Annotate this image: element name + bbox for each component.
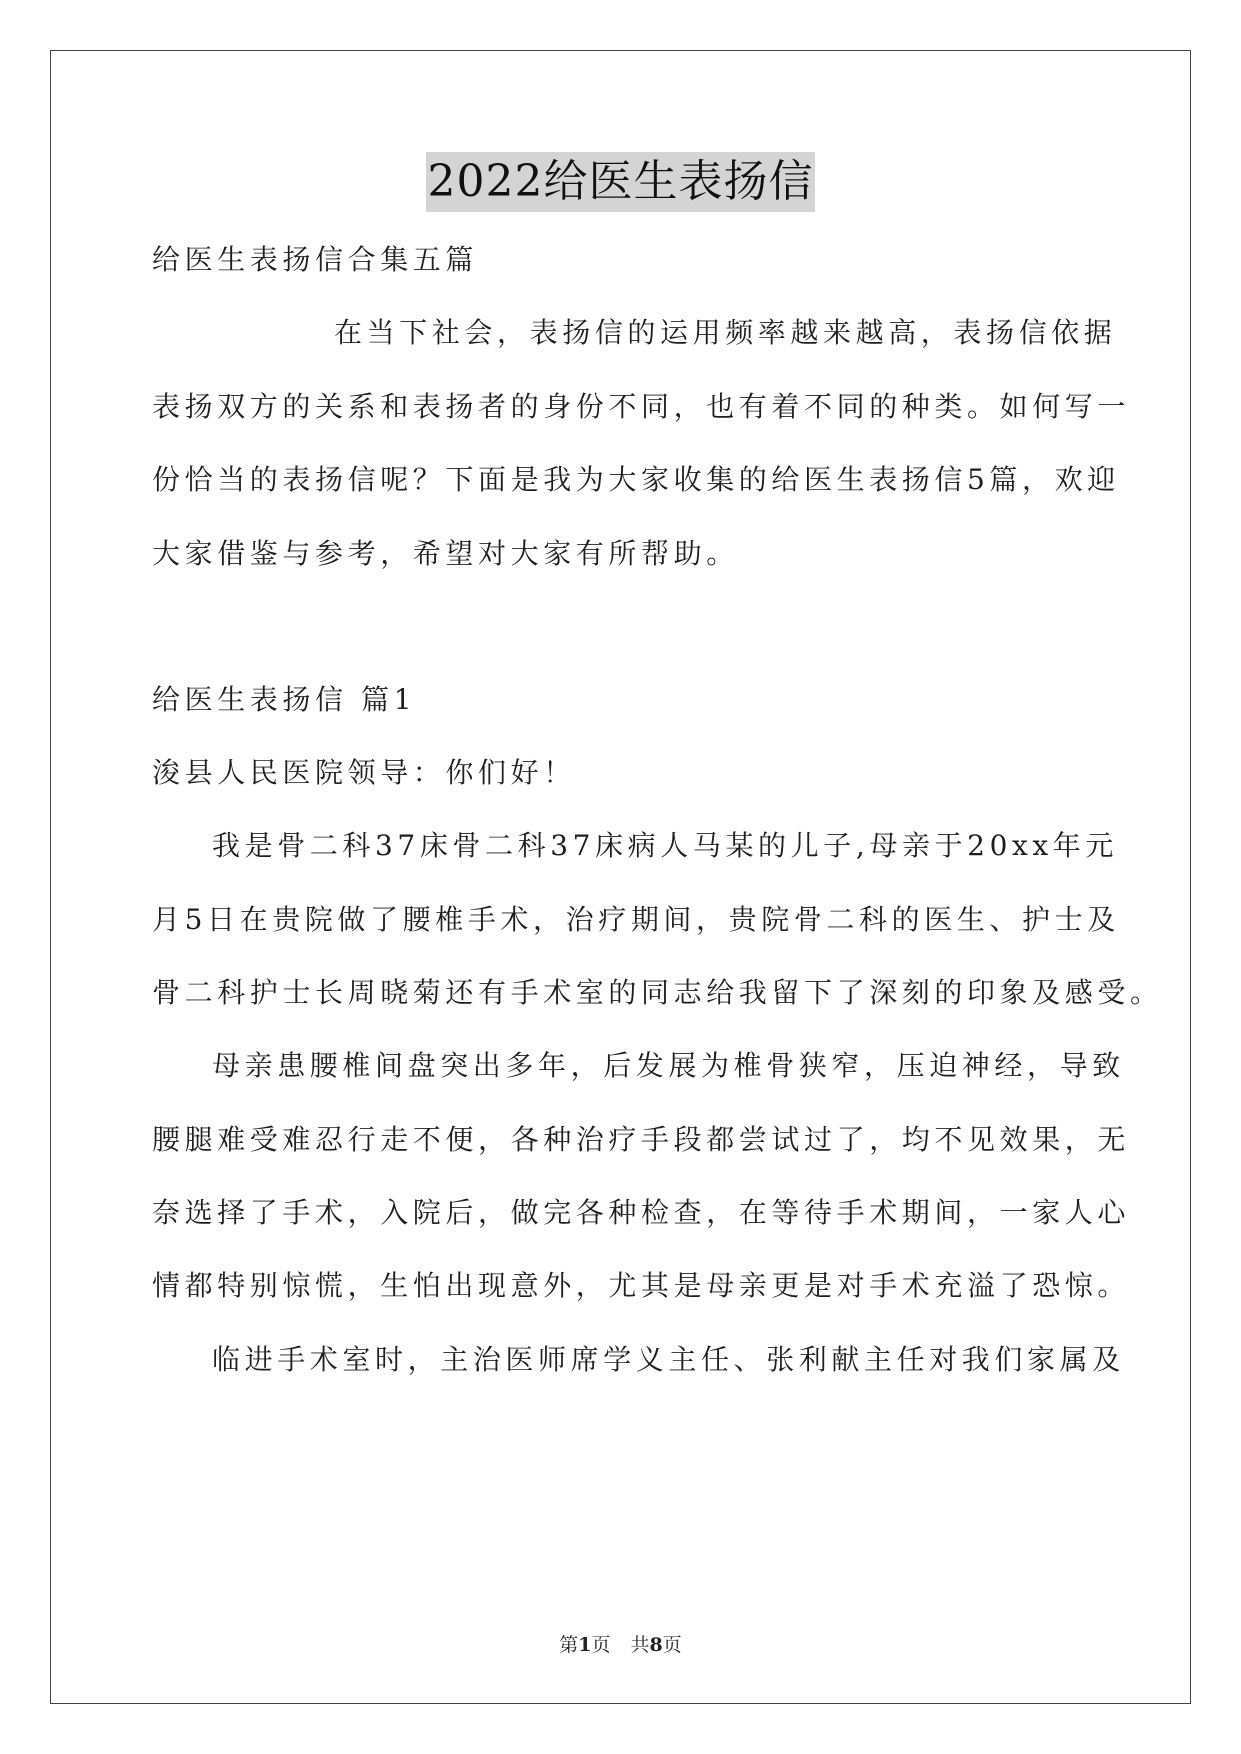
paragraph-line: 大家借鉴与参考，希望对大家有所帮助。 <box>152 537 739 570</box>
paragraph-line: 在当下社会，表扬信的运用频率越来越高，表扬信依据 <box>334 316 1117 349</box>
title-container <box>0 152 1241 212</box>
paragraph-line: 腰腿难受难忍行走不便，各种治疗手段都尝试过了，均不见效果，无 <box>152 1123 1131 1156</box>
page-label: 页 <box>591 1634 611 1656</box>
paragraph-line: 临进手术室时，主治医师席学义主任、张利献主任对我们家属及 <box>212 1343 1125 1376</box>
document-title: 2022给医生表扬信 <box>426 152 816 212</box>
total-page-count: 8 <box>649 1634 663 1656</box>
section-heading: 给医生表扬信 篇1 <box>152 683 417 716</box>
paragraph-line: 我是骨二科37床骨二科37床病人马某的儿子,母亲于20xx年元 <box>212 829 1118 862</box>
paragraph-line: 表扬双方的关系和表扬者的身份不同，也有着不同的种类。如何写一 <box>152 390 1131 423</box>
page-prefix: 第 <box>559 1634 579 1656</box>
paragraph-line: 母亲患腰椎间盘突出多年，后发展为椎骨狭窄，压迫神经，导致 <box>212 1049 1125 1082</box>
total-prefix: 共 <box>630 1634 650 1656</box>
total-suffix: 页 <box>662 1634 682 1656</box>
paragraph-line: 月5日在贵院做了腰椎手术，治疗期间，贵院骨二科的医生、护士及 <box>152 903 1120 936</box>
page-border <box>50 50 1191 1704</box>
paragraph-line: 骨二科护士长周晓菊还有手术室的同志给我留下了深刻的印象及感受。 <box>152 976 1163 1009</box>
paragraph-line: 奈选择了手术，入院后，做完各种检查，在等待手术期间，一家人心 <box>152 1196 1131 1229</box>
current-page-number: 1 <box>578 1634 592 1656</box>
paragraph-line: 情都特别惊慌，生怕出现意外，尤其是母亲更是对手术充溢了恐惊。 <box>152 1269 1131 1302</box>
salutation: 浚县人民医院领导：你们好！ <box>152 756 576 789</box>
document-subtitle: 给医生表扬信合集五篇 <box>152 243 479 276</box>
paragraph-line: 份恰当的表扬信呢？下面是我为大家收集的给医生表扬信5篇，欢迎 <box>152 463 1120 496</box>
page-footer <box>0 1632 1241 1658</box>
